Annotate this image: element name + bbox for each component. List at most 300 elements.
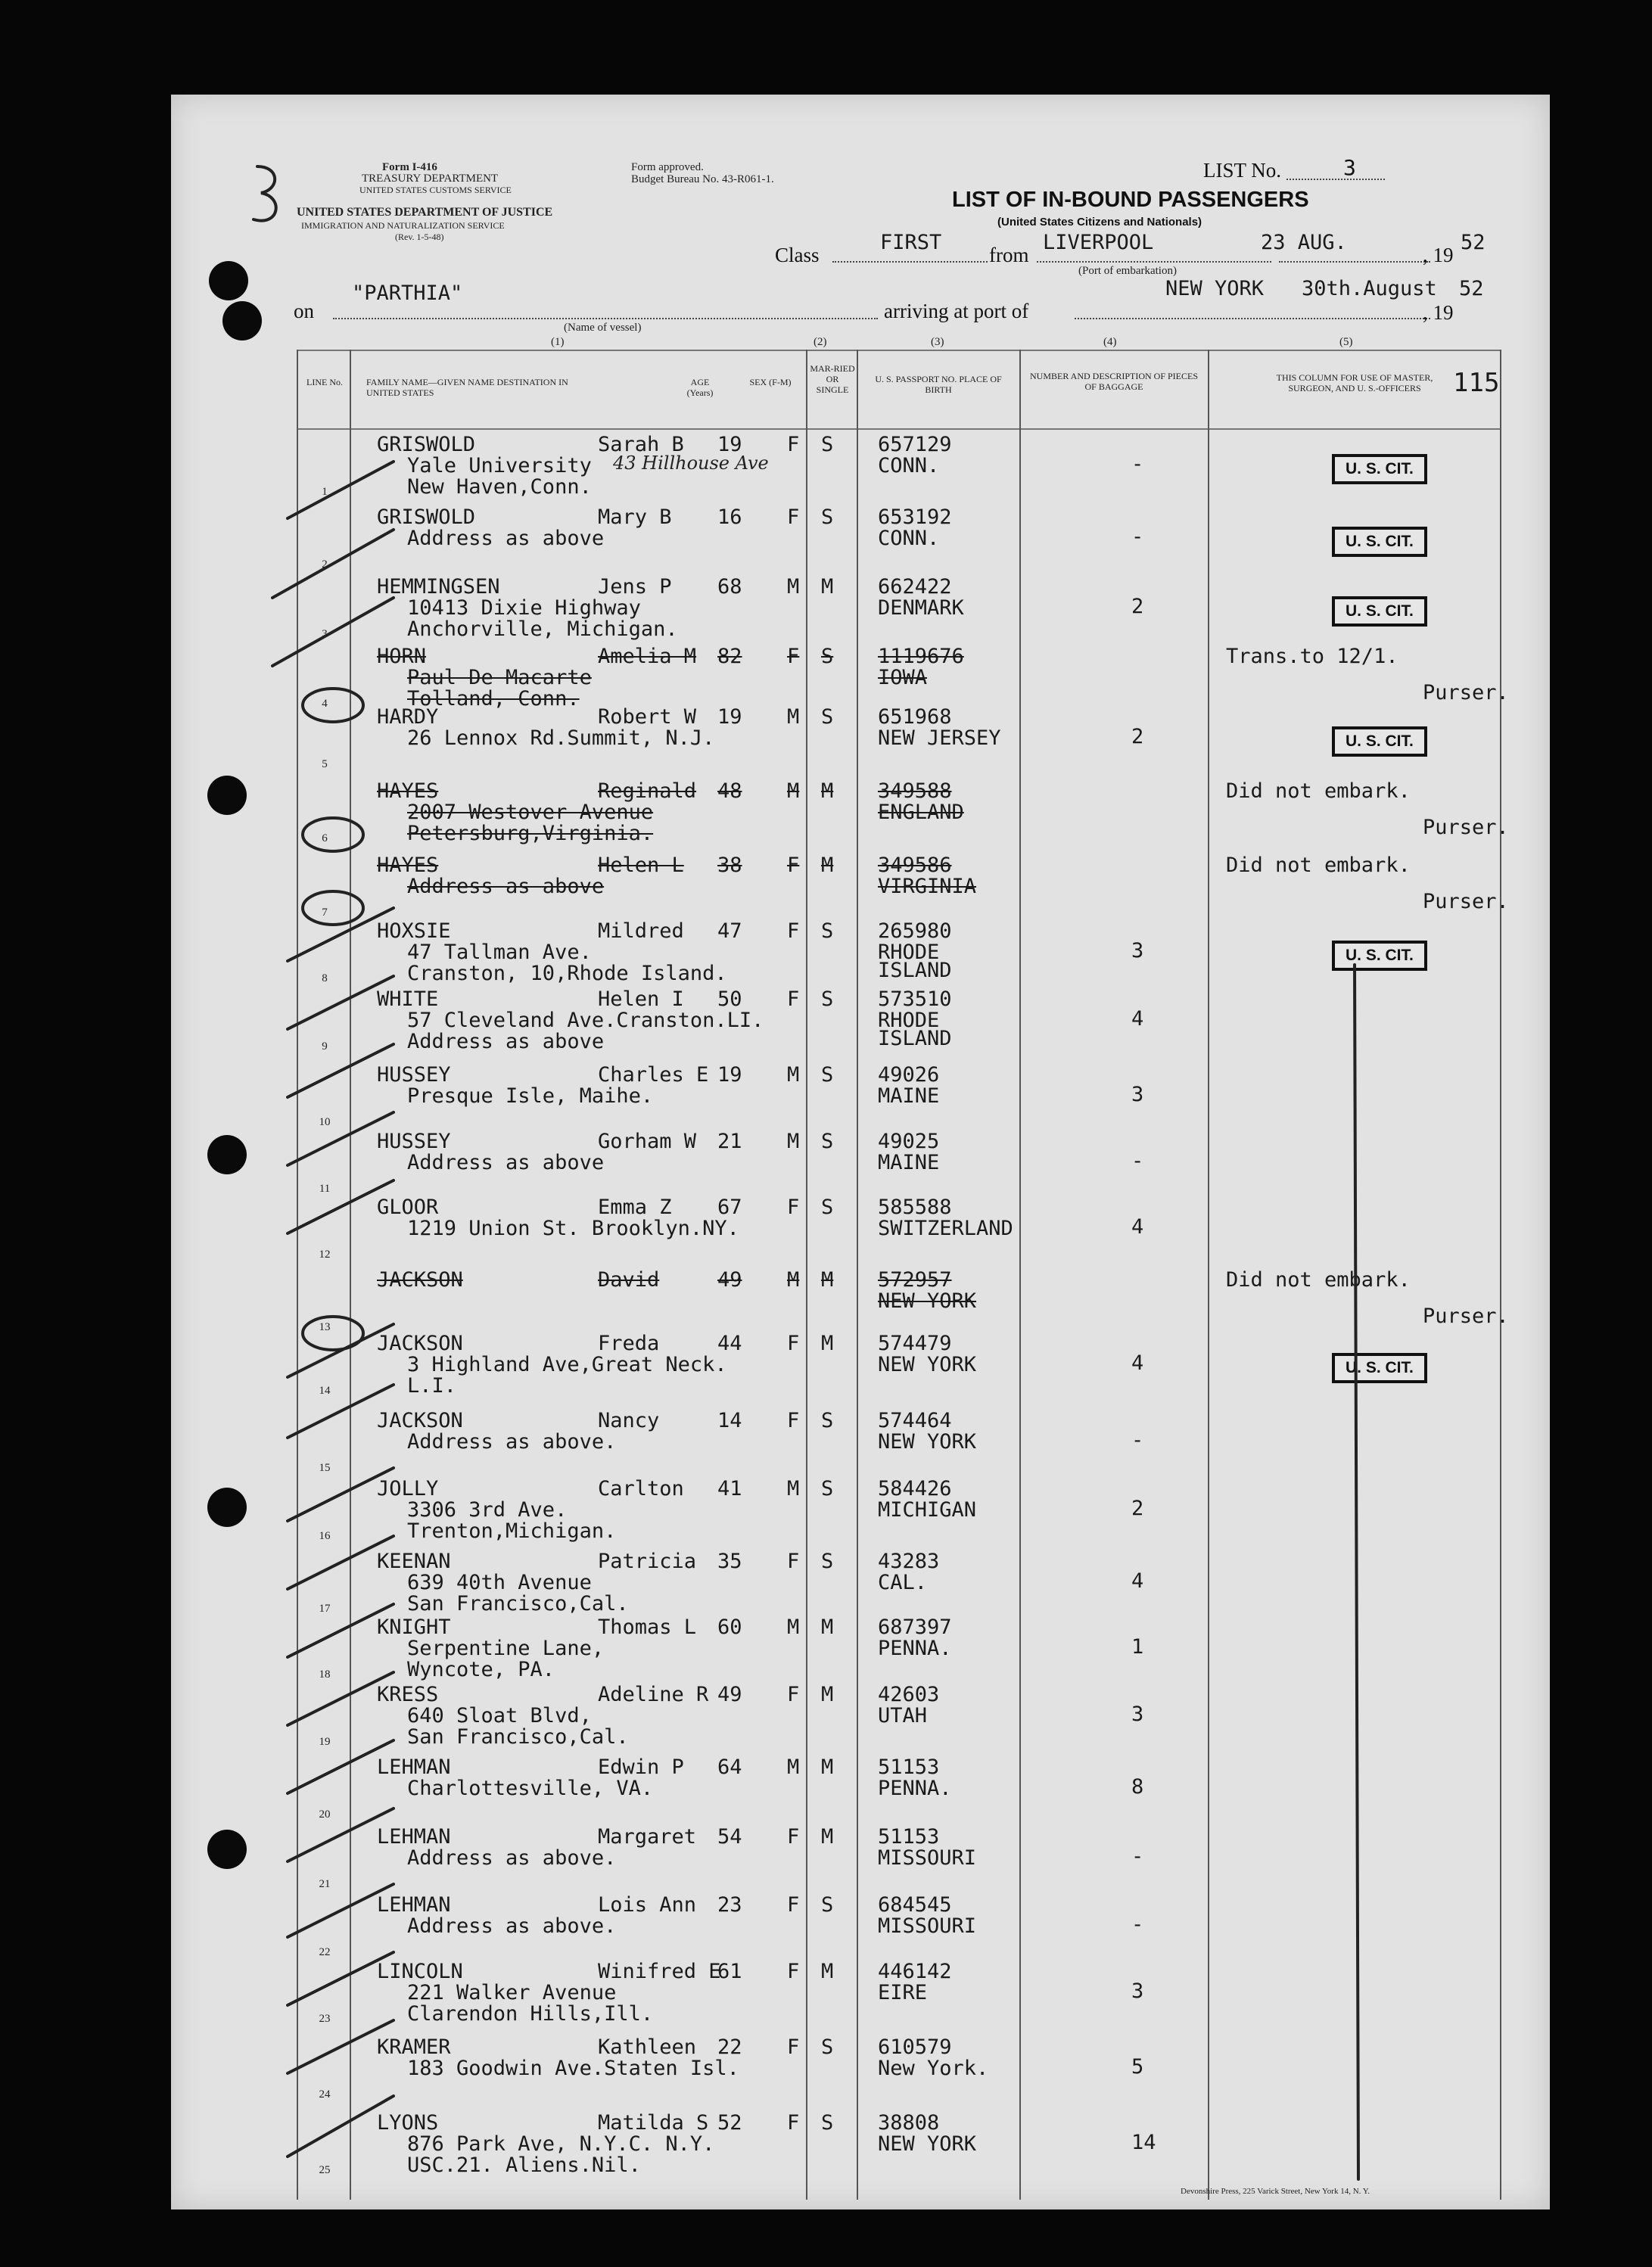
marital-status: S [821,705,834,729]
marital-status: S [821,1409,834,1432]
marital-status: S [821,505,834,529]
footer-printer: Devonshire Press, 225 Varick Street, New York 14, N. Y. [1181,2187,1370,2196]
age: 52 [717,2111,742,2135]
marital-status: S [821,987,834,1011]
arrival-year: 52 [1459,277,1484,300]
given-name: Mary B [598,505,672,529]
sex: M [787,575,800,599]
class-value: FIRST [880,231,942,254]
address-line2: Anchorville, Michigan. [407,617,678,641]
marital-status: M [821,854,834,877]
passport-number: 446142 [878,1960,952,1983]
family-name: HAYES [377,779,439,803]
place-of-birth: IOWA [878,666,928,689]
header-officers: THIS COLUMN FOR USE OF MASTER, SURGEON, AND U. S.-OFFICERS [1276,372,1433,393]
place-of-birth: ENGLAND [878,801,964,824]
age: 23 [717,1893,742,1917]
address-line1: Yale University [407,454,592,477]
sex: M [787,1616,800,1639]
age: 49 [717,1683,742,1706]
address-line1: 640 Sloat Blvd, [407,1704,592,1727]
sex: F [787,1409,800,1432]
place-of-birth: MICHIGAN [878,1498,977,1522]
baggage-count: - [1131,1913,1144,1936]
age: 49 [717,1268,742,1292]
given-name: Lois Ann [598,1893,697,1917]
us-citizen-stamp: U. S. CIT. [1332,527,1427,557]
passport-number: 51153 [878,1755,940,1779]
given-name: Thomas L [598,1616,697,1639]
baggage-count: 14 [1131,2131,1156,2154]
sex: F [787,987,800,1011]
sex: M [787,1755,800,1779]
passport-number: 38808 [878,2111,940,2135]
age: 19 [717,433,742,456]
marital-status: S [821,919,834,943]
given-name: Mildred [598,919,684,943]
address-line1: Presque Isle, Maihe. [407,1084,654,1108]
marital-status: M [821,1755,834,1779]
line-number: 6 [322,832,328,844]
purser-signature: Purser. [1423,816,1509,839]
place-of-birth: MAINE [878,1151,940,1174]
passport-number: 574464 [878,1409,952,1432]
family-name: GLOOR [377,1196,439,1219]
header-passport: U. S. PASSPORT NO. PLACE OF BIRTH [875,374,1002,395]
year-value: 52 [1461,231,1486,254]
list-number-label: LIST No. [1203,159,1282,182]
place-of-birth: CAL. [878,1571,928,1594]
column-number-1: (1) [551,336,565,348]
column-number-4: (4) [1103,336,1117,348]
family-name: JACKSON [377,1409,463,1432]
sex: F [787,2111,800,2135]
given-name: David [598,1268,660,1292]
place-of-birth: MAINE [878,1084,940,1108]
line-number: 25 [319,2164,331,2176]
officer-note: Trans.to 12/1. [1226,645,1398,668]
officer-note: Did not embark. [1226,1268,1411,1292]
sex: M [787,1268,800,1292]
sex: F [787,1893,800,1917]
address-line2: San Francisco,Cal. [407,1592,629,1616]
vessel-name: "PARTHIA" [352,281,463,305]
line-number: 5 [322,758,328,770]
given-name: Charles E [598,1063,709,1087]
line-number: 10 [319,1116,331,1128]
marital-status: M [821,1960,834,1983]
marital-status: S [821,645,834,668]
family-name: HAYES [377,854,439,877]
us-citizen-stamp: U. S. CIT. [1332,726,1427,757]
age: 64 [717,1755,742,1779]
place-of-birth: CONN. [878,527,940,550]
baggage-count: 3 [1131,1979,1144,2003]
baggage-count: - [1131,1149,1144,1173]
marital-status: M [821,1268,834,1292]
baggage-count: 1 [1131,1635,1144,1659]
line-number: 21 [319,1878,331,1890]
given-name: Helen I [598,987,684,1011]
line-number: 4 [322,698,328,710]
sex: M [787,1477,800,1500]
line-number: 9 [322,1040,328,1053]
passport-number: 657129 [878,433,952,456]
address-line2: Tolland, Conn. [407,687,580,711]
passport-number: 42603 [878,1683,940,1706]
family-name: HUSSEY [377,1130,451,1153]
vessel-note: (Name of vessel) [564,322,642,334]
sex: F [787,433,800,456]
sex: F [787,1825,800,1849]
place-of-birth: SWITZERLAND [878,1217,1013,1240]
form-approved: Form approved. [631,161,704,173]
list-number-value: 3 [1343,155,1356,180]
address-line1: 639 40th Avenue [407,1571,592,1594]
address-line1: 10413 Dixie Highway [407,596,641,620]
address-line2: Petersburg,Virginia. [407,822,654,845]
passport-number: 662422 [878,575,952,599]
passport-number: 687397 [878,1616,952,1639]
address-line1: Address as above [407,1151,605,1174]
budget-bureau: Budget Bureau No. 43-R061-1. [631,173,774,185]
marital-status: M [821,1616,834,1639]
address-line1: 221 Walker Avenue [407,1981,617,2004]
passport-number: 349586 [878,854,952,877]
marital-status: M [821,779,834,803]
place-of-birth: UTAH [878,1704,928,1727]
marital-status: M [821,1825,834,1849]
baggage-count: 4 [1131,1569,1144,1593]
address-line2: Wyncote, PA. [407,1658,555,1681]
given-name: Reginald [598,779,697,803]
age: 82 [717,645,742,668]
line-number: 24 [319,2088,331,2101]
age: 61 [717,1960,742,1983]
address-line1: 3 Highland Ave,Great Neck. [407,1353,727,1376]
address-line1: Address as above. [407,1430,617,1454]
line-number: 8 [322,972,328,984]
age: 14 [717,1409,742,1432]
year-prefix: , 19 [1423,244,1454,266]
place-of-birth: PENNA. [878,1637,952,1660]
line-number: 19 [319,1736,331,1748]
address-line1: 26 Lennox Rd.Summit, N.J. [407,726,715,750]
passport-number: 651968 [878,705,952,729]
place-of-birth: NEW YORK [878,1353,977,1376]
baggage-count: - [1131,1845,1144,1868]
treasury-dept: TREASURY DEPARTMENT [362,173,499,185]
address-line1: 47 Tallman Ave. [407,941,592,964]
family-name: LEHMAN [377,1825,451,1849]
port-embarkation-note: (Port of embarkation) [1078,265,1177,277]
sex: M [787,1130,800,1153]
marital-status: M [821,1683,834,1706]
place-of-birth: RHODE [878,941,940,964]
age: 44 [717,1332,742,1355]
address-line1: Serpentine Lane, [407,1637,605,1660]
baggage-count: 2 [1131,725,1144,748]
passport-number: 572957 [878,1268,952,1292]
sex: F [787,1332,800,1355]
family-name: LYONS [377,2111,439,2135]
line-number: 17 [319,1603,331,1615]
age: 16 [717,505,742,529]
age: 47 [717,919,742,943]
address-line1: Address as above [407,875,605,898]
arrival-year-prefix: , 19 [1423,301,1454,324]
given-name: Margaret [598,1825,697,1849]
sex: F [787,919,800,943]
line-number: 14 [319,1385,331,1397]
place-of-birth: MISSOURI [878,1914,977,1938]
line-number: 15 [319,1462,331,1474]
line-number: 7 [322,906,328,919]
family-name: HUSSEY [377,1063,451,1087]
baggage-count: - [1131,1429,1144,1452]
given-name: Winifred E [598,1960,721,1983]
given-name: Sarah B [598,433,684,456]
marital-status: M [821,1332,834,1355]
marital-status: S [821,2111,834,2135]
line-number: 1 [322,486,328,498]
header-name: FAMILY NAME—GIVEN NAME DESTINATION IN UNITED STATES [366,377,568,398]
header-age: AGE (Years) [686,377,714,398]
address-line1: Address as above. [407,1846,617,1870]
purser-signature: Purser. [1423,681,1509,704]
line-number: 13 [319,1321,331,1333]
family-name: KEENAN [377,1550,451,1573]
given-name: Adeline R [598,1683,709,1706]
age: 67 [717,1196,742,1219]
baggage-count: 3 [1131,1083,1144,1106]
given-name: Amelia M [598,645,697,668]
column-number-5: (5) [1339,336,1353,348]
address-line2: Address as above [407,1030,605,1053]
age: 35 [717,1550,742,1573]
passport-number: 684545 [878,1893,952,1917]
address-line1: 2007 Westover Avenue [407,801,654,824]
column-number-3: (3) [931,336,944,348]
family-name: JACKSON [377,1268,463,1292]
address-line2: Clarendon Hills,Ill. [407,2002,654,2026]
passenger-count: 115 [1453,368,1500,398]
address-line1: 3306 3rd Ave. [407,1498,568,1522]
family-name: HARDY [377,705,439,729]
justice-dept: UNITED STATES DEPARTMENT OF JUSTICE [297,206,553,219]
address-line1: Charlottesville, VA. [407,1777,654,1800]
family-name: JACKSON [377,1332,463,1355]
line-number: 12 [319,1249,331,1261]
handwritten-address: 43 Hillhouse Ave [613,452,769,474]
ins-service: IMMIGRATION AND NATURALIZATION SERVICE [301,220,505,231]
baggage-count: 4 [1131,1007,1144,1031]
marital-status: S [821,1063,834,1087]
given-name: Emma Z [598,1196,672,1219]
given-name: Patricia [598,1550,697,1573]
passport-number: 265980 [878,919,952,943]
sex: F [787,2035,800,2059]
header-line-no: LINE No. [306,377,343,387]
us-citizen-stamp: U. S. CIT. [1332,454,1427,484]
line-number: 3 [322,628,328,640]
place-of-birth: EIRE [878,1981,928,2004]
on-label: on [294,300,314,322]
address-line1: Address as above. [407,1914,617,1938]
purser-signature: Purser. [1423,890,1509,913]
given-name: Freda [598,1332,660,1355]
family-name: LINCOLN [377,1960,463,1983]
family-name: LEHMAN [377,1755,451,1779]
given-name: Gorham W [598,1130,697,1153]
address-line1: Paul De Macarte [407,666,592,689]
family-name: HEMMINGSEN [377,575,500,599]
sex: F [787,1960,800,1983]
address-line2: USC.21. Aliens.Nil. [407,2153,641,2177]
given-name: Carlton [598,1477,684,1500]
marital-status: S [821,1550,834,1573]
line-number: 20 [319,1808,331,1821]
baggage-count: - [1131,452,1144,476]
from-value: LIVERPOOL [1043,231,1154,254]
family-name: HOXSIE [377,919,451,943]
passport-number: 49025 [878,1130,940,1153]
given-name: Matilda S [598,2111,709,2135]
marital-status: S [821,1477,834,1500]
address-line1: Address as above [407,527,605,550]
place-of-birth: PENNA. [878,1777,952,1800]
passport-number: 585588 [878,1196,952,1219]
given-name: Robert W [598,705,697,729]
arriving-label: arriving at port of [884,300,1029,322]
date-value: 23 AUG. [1261,231,1347,254]
marital-status: S [821,1130,834,1153]
family-name: JOLLY [377,1477,439,1500]
line-number: 2 [322,558,328,571]
purser-signature: Purser. [1423,1305,1509,1328]
family-name: HORN [377,645,427,668]
sex: F [787,854,800,877]
passport-number: 574479 [878,1332,952,1355]
baggage-count: 3 [1131,1703,1144,1726]
address-line1: 876 Park Ave, N.Y.C. N.Y. [407,2132,715,2156]
place-of-birth-line2: ISLAND [878,1027,952,1050]
line-number: 16 [319,1530,331,1542]
age: 19 [717,1063,742,1087]
passport-number: 653192 [878,505,952,529]
line-number: 18 [319,1668,331,1681]
arrival-port: NEW YORK [1165,277,1265,300]
place-of-birth: NEW YORK [878,2132,977,2156]
baggage-count: 5 [1131,2055,1144,2079]
family-name: GRISWOLD [377,433,476,456]
sex: F [787,1196,800,1219]
family-name: WHITE [377,987,439,1011]
line-number: 22 [319,1946,331,1958]
baggage-count: 2 [1131,595,1144,618]
given-name: Edwin P [598,1755,684,1779]
header-sex: SEX (F-M) [749,377,792,387]
officer-note: Did not embark. [1226,854,1411,877]
given-name: Jens P [598,575,672,599]
marital-status: S [821,1893,834,1917]
family-name: KNIGHT [377,1616,451,1639]
passport-number: 584426 [878,1477,952,1500]
sex: F [787,645,800,668]
sex: F [787,505,800,529]
age: 48 [717,779,742,803]
line-number: 23 [319,2013,331,2025]
form-subtitle: (United States Citizens and Nationals) [997,216,1202,229]
revision: (Rev. 1-5-48) [395,232,444,242]
family-name: KRAMER [377,2035,451,2059]
baggage-count: 3 [1131,939,1144,962]
us-citizen-stamp: U. S. CIT. [1332,1353,1427,1383]
place-of-birth: CONN. [878,454,940,477]
sex: M [787,779,800,803]
sex: F [787,1683,800,1706]
given-name: Kathleen [598,2035,697,2059]
age: 19 [717,705,742,729]
age: 38 [717,854,742,877]
place-of-birth: NEW YORK [878,1430,977,1454]
baggage-count: 4 [1131,1215,1144,1239]
address-line1: 1219 Union St. Brooklyn.NY. [407,1217,739,1240]
place-of-birth: RHODE [878,1009,940,1032]
sex: M [787,1063,800,1087]
line-number: 11 [319,1183,331,1195]
place-of-birth: NEW JERSEY [878,726,1001,750]
baggage-count: 2 [1131,1497,1144,1520]
column-number-2: (2) [814,336,827,348]
passport-number: 349588 [878,779,952,803]
address-line1: 183 Goodwin Ave.Staten Isl. [407,2057,739,2080]
age: 60 [717,1616,742,1639]
from-label: from [989,244,1029,266]
address-line2: New Haven,Conn. [407,475,592,499]
age: 41 [717,1477,742,1500]
form-number: Form I-416 [382,161,437,173]
baggage-count: 8 [1131,1775,1144,1799]
address-line1: 57 Cleveland Ave.Cranston.LI. [407,1009,764,1032]
us-citizen-stamp: U. S. CIT. [1332,941,1427,971]
passport-number: 1119676 [878,645,964,668]
age: 22 [717,2035,742,2059]
form-title: LIST OF IN-BOUND PASSENGERS [952,188,1309,212]
given-name: Nancy [598,1409,660,1432]
passport-number: 573510 [878,987,952,1011]
place-of-birth-line2: ISLAND [878,959,952,982]
age: 68 [717,575,742,599]
header-baggage: NUMBER AND DESCRIPTION OF PIECES OF BAGGAGE [1029,371,1199,392]
customs-service: UNITED STATES CUSTOMS SERVICE [359,185,512,195]
age: 54 [717,1825,742,1849]
marital-status: S [821,2035,834,2059]
passport-number: 43283 [878,1550,940,1573]
place-of-birth: New York. [878,2057,989,2080]
us-citizen-stamp: U. S. CIT. [1332,596,1427,627]
header-married: MAR-RIED OR SINGLE [810,363,855,395]
marital-status: S [821,1196,834,1219]
address-line2: San Francisco,Cal. [407,1725,629,1749]
address-line2: Cranston, 10,Rhode Island. [407,962,727,985]
given-name: Helen L [598,854,684,877]
officer-note: Did not embark. [1226,779,1411,803]
arrival-date: 30th.August [1302,277,1437,300]
family-name: KRESS [377,1683,439,1706]
passport-number: 610579 [878,2035,952,2059]
marital-status: M [821,575,834,599]
